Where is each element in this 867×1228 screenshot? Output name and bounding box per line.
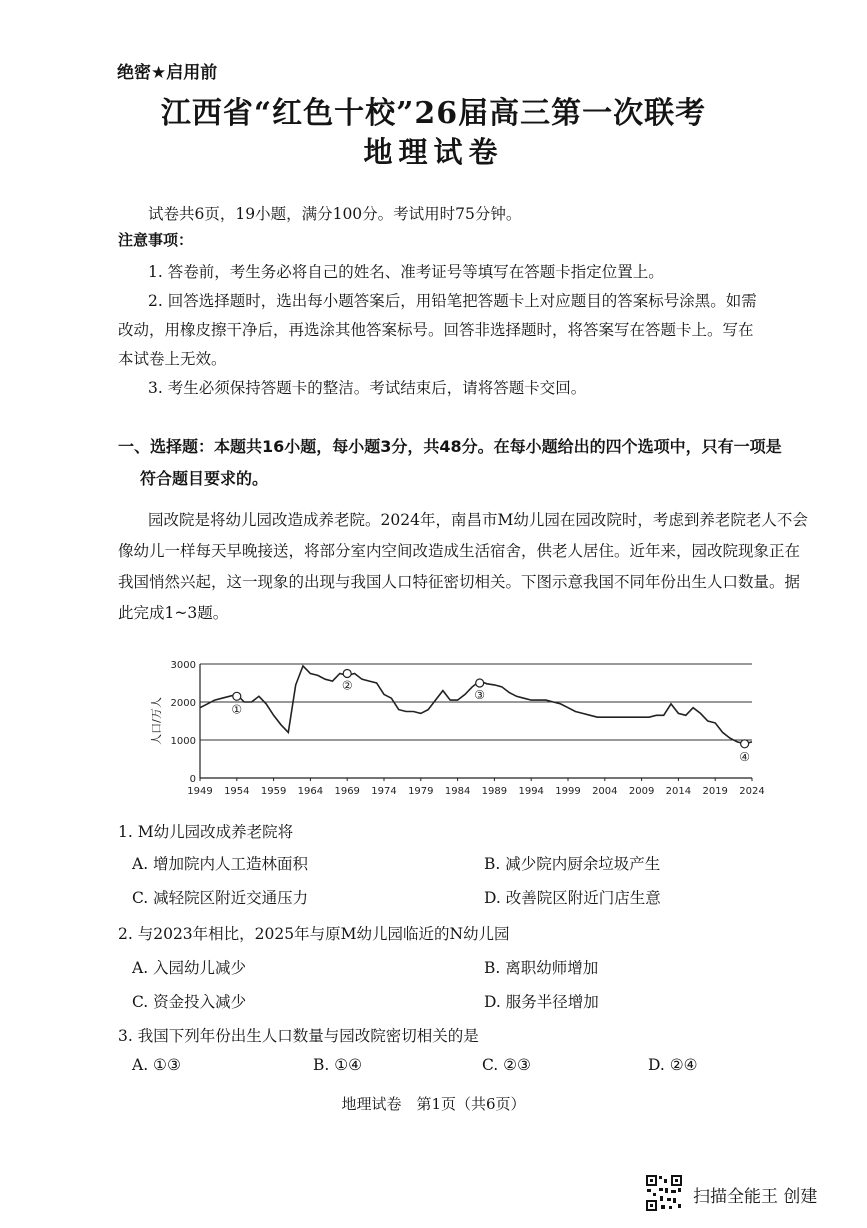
x-tick-label: 1994 xyxy=(518,786,544,797)
note-2-line-1: 2. 回答选择题时，选出每小题答案后，用铅笔把答题卡上对应题目的答案标号涂黑。如需 xyxy=(148,292,757,310)
marker-point-4 xyxy=(741,740,749,748)
x-tick-label: 1949 xyxy=(187,786,213,797)
question-1-option-d: D. 改善院区附近门店生意 xyxy=(484,889,661,907)
x-tick-label: 1979 xyxy=(408,786,434,797)
note-1: 1. 答卷前，考生务必将自己的姓名、准考证号等填写在答题卡指定位置上。 xyxy=(148,263,664,281)
question-1-option-a: A. 增加院内人工造林面积 xyxy=(132,855,309,873)
x-tick-label: 2004 xyxy=(592,786,618,797)
question-2-option-d: D. 服务半径增加 xyxy=(484,993,599,1011)
notes-heading: 注意事项： xyxy=(118,231,194,249)
birth-population-chart xyxy=(140,650,780,810)
chart-x-tick-labels xyxy=(187,778,764,797)
question-3-option-d: D. ②④ xyxy=(648,1056,698,1074)
question-3-option-a: A. ①③ xyxy=(132,1056,181,1074)
question-2-option-a: A. 入园幼儿减少 xyxy=(132,959,247,977)
x-tick-label: 1974 xyxy=(371,786,397,797)
question-3-stem: 3. 我国下列年份出生人口数量与园改院密切相关的是 xyxy=(118,1027,479,1045)
marker-label-2: ② xyxy=(341,678,353,693)
question-1-stem: 1. M幼儿园改成养老院将 xyxy=(118,823,294,841)
qr-code-icon xyxy=(645,1174,683,1212)
x-tick-label: 1984 xyxy=(444,786,471,797)
section-heading-line-1: 一、选择题：本题共16小题，每小题3分，共48分。在每小题给出的四个选项中，只有一项是 xyxy=(118,437,782,456)
question-2-stem: 2. 与2023年相比，2025年与原M幼儿园临近的N幼儿园 xyxy=(118,925,510,943)
question-1-option-b: B. 减少院内厨余垃圾产生 xyxy=(484,855,661,873)
question-3-option-b: B. ①④ xyxy=(313,1056,363,1074)
marker-label-1: ① xyxy=(231,702,243,717)
marker-point-2 xyxy=(343,670,351,678)
chart-y-tick-labels xyxy=(171,660,196,785)
exam-intro: 试卷共6页，19小题，满分100分。考试用时75分钟。 xyxy=(148,205,522,223)
marker-point-3 xyxy=(476,679,484,687)
x-tick-label: 1989 xyxy=(481,786,508,797)
y-tick-label: 2000 xyxy=(170,698,196,709)
page-footer: 地理试卷 第1页（共6页） xyxy=(341,1095,526,1113)
y-axis-label: 人口/万人 xyxy=(150,697,163,745)
question-passage: 园改院是将幼儿园改造成养老院。2024年，南昌市M幼儿园在园改院时，考虑到养老院老人不会像幼儿一样每天早晚接送，将部分室内空间改造成生活宿舍，供老人居住。近年来，园改院现象正在我国悄然兴起，这一现象的出现与我国人口特征密切相关。下图示意我国不同年份出生人口数量。据此完成1~3题。 xyxy=(118,511,808,622)
exam-title: 江西省“红色十校”26届高三第一次联考 xyxy=(160,96,707,131)
marker-label-3: ③ xyxy=(474,688,486,702)
x-tick-label: 1954 xyxy=(224,786,250,797)
confidential-label: 绝密★启用前 xyxy=(117,63,218,83)
x-tick-label: 1964 xyxy=(297,786,324,797)
marker-label-4: ④ xyxy=(739,749,751,764)
series-line xyxy=(200,666,752,744)
marker-point-1 xyxy=(233,692,241,700)
section-heading-line-2: 符合题目要求的。 xyxy=(140,469,269,488)
y-tick-label: 1000 xyxy=(170,736,196,747)
scanner-watermark xyxy=(645,1174,845,1214)
y-tick-label: 0 xyxy=(189,774,196,785)
x-tick-label: 1999 xyxy=(555,786,581,797)
question-3-option-c: C. ②③ xyxy=(482,1056,531,1074)
question-1-option-c: C. 减轻院区附近交通压力 xyxy=(132,889,309,907)
question-2-option-b: B. 离职幼师增加 xyxy=(484,959,599,977)
x-tick-label: 2024 xyxy=(739,786,765,797)
exam-subtitle: 地理试卷 xyxy=(363,135,504,169)
note-2-line-3: 本试卷上无效。 xyxy=(118,350,227,368)
note-2-line-2: 改动，用橡皮擦干净后，再选涂其他答案标号。回答非选择题时，将答案写在答题卡上。写在 xyxy=(118,321,754,339)
x-tick-label: 2019 xyxy=(702,786,728,797)
x-tick-label: 2009 xyxy=(628,786,655,797)
x-tick-label: 1969 xyxy=(334,786,360,797)
y-tick-label: 3000 xyxy=(170,660,196,671)
chart-gridlines xyxy=(200,664,752,740)
scanner-text: 扫描全能王 创建 xyxy=(693,1187,818,1207)
x-tick-label: 2014 xyxy=(665,786,692,797)
note-3: 3. 考生必须保持答题卡的整洁。考试结束后，请将答题卡交回。 xyxy=(148,379,587,397)
x-tick-label: 1959 xyxy=(260,786,287,797)
question-2-option-c: C. 资金投入减少 xyxy=(132,993,247,1011)
